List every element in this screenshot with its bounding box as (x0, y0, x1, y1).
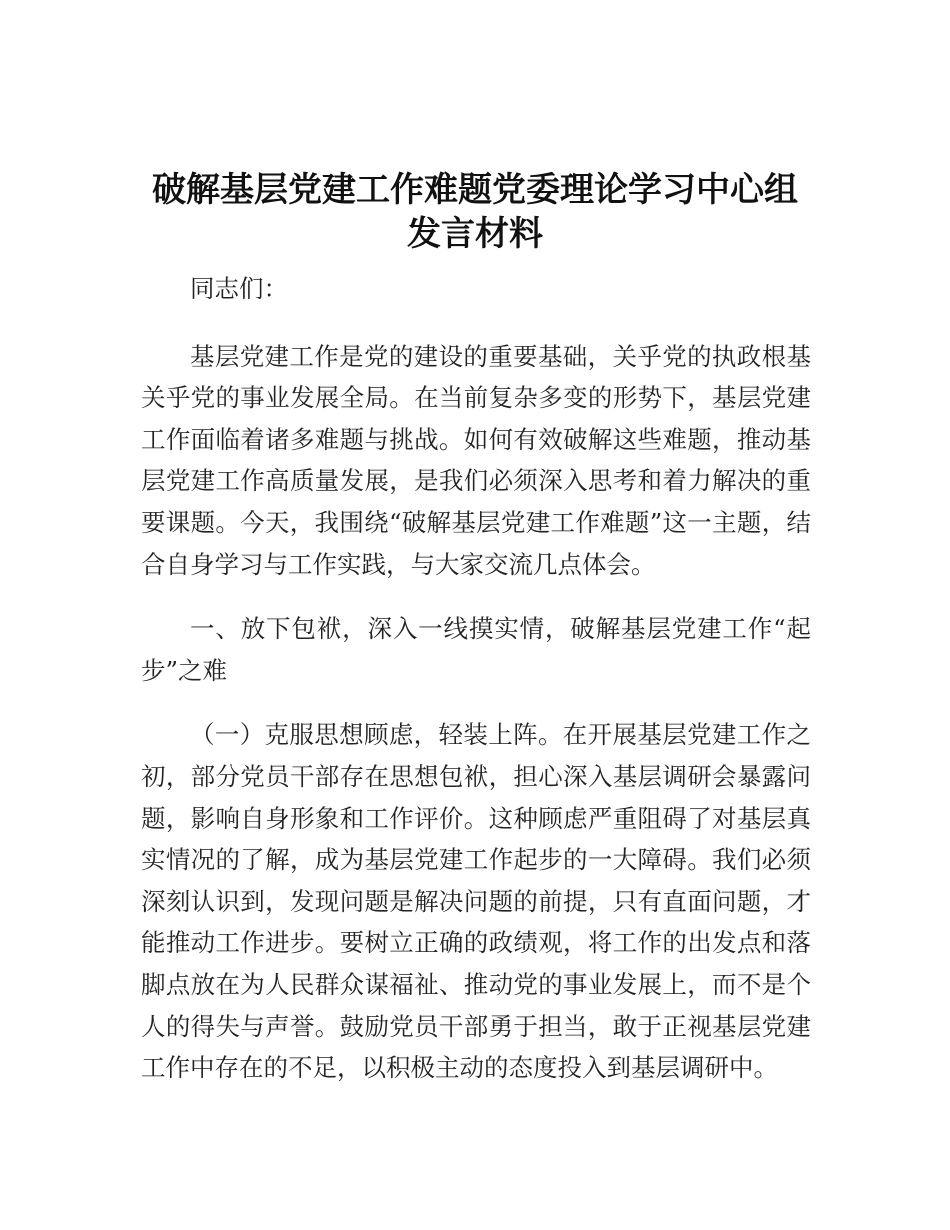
document-title: 破解基层党建工作难题党委理论学习中心组发言材料 (152, 170, 798, 254)
subsection-paragraph: （一）克服思想顾虑，轻装上阵。在开展基层党建工作之初，部分党员干部存在思想包袱，担心深入基层调研会暴露问题，影响自身形象和工作评价。这种顾虑严重阻碍了对基层真实情况的了解，成为基层党建工作起步的一大障碍。我们必须深刻认识到，发现问题是解决问题的前提，只有直面问题，才能推动工作进步。要树立正确的政绩观，将工作的出发点和落脚点放在为人民群众谋福祉、推动党的事业发展上，而不是个人的得失与声誉。鼓励党员干部勇于担当，敢于正视基层党建工作中存在的不足，以积极主动的态度投入到基层调研中。 (141, 720, 811, 1083)
document-body (141, 268, 811, 1112)
intro-paragraph: 基层党建工作是党的建设的重要基础，关乎党的执政根基关乎党的事业发展全局。在当前复杂多变的形势下，基层党建工作面临着诸多难题与挑战。如何有效破解这些难题，推动基层党建工作高质量发展，是我们必须深入思考和着力解决的重要课题。今天，我围绕“破解基层党建工作难题”这一主题，结合自身学习与工作实践，与大家交流几点体会。 (141, 341, 811, 579)
greeting: 同志们： (190, 274, 288, 303)
section-heading: 一、放下包袱，深入一线摸实情，破解基层党建工作“起步”之难 (141, 614, 811, 685)
